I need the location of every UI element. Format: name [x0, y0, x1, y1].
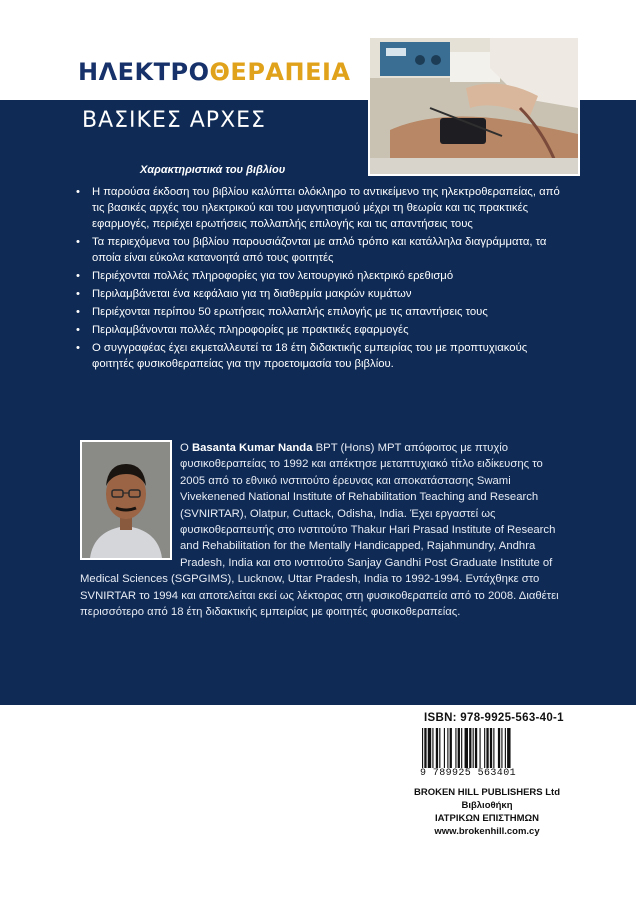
barcode-image: [420, 728, 554, 768]
author-bio-text: BPT (Hons) MPT απόφοιτος με πτυχίο φυσικοθεραπείας το 1992 και απέκτησε μεταπτυχιακό τίτλο ειδίκευσης το 2005 από το εθνικό ινστιτούτο έρευνας και αποκατάστασης Swami Vivekenened National Institute of Rehabilitation Teaching and Research (SVNIRTAR), Olatpur, Cuttack, Odisha, India. Έχει εργαστεί ως φυσικοθεραπευτής στο ινστιτούτο Thakur Hari Prasad Institute of Research and Rehabilitation for the Mentally Handicapped, Rajahmundry, Andhra Pradesh, India και στο ινστιτούτο Sanjay Gandhi Post Graduate Institute of Medical Sciences (SGPGIMS), Lucknow, Uttar Pradesh, India το 1992-1994. Εντάχθηκε στο SVNIRTAR το 1994 και αποτελείται εκεί ως λέκτορας στη φυσικοθεραπεία από το 2008. Διαθέτει περισσότερο από 18 έτη διδακτικής εμπειρίας με φοιτητές φυσικοθεραπείας.: [80, 442, 559, 619]
title-part-gold: ΘΕΡΑΠΕΙΑ: [209, 58, 351, 86]
feature-item: • Τα περιεχόμενα του βιβλίου παρουσιάζονται με απλό τρόπο και κατάλληλα διαγράμματα, τα οποία είναι εύκολα κατανοητά από τους φοιτητές: [74, 234, 564, 266]
feature-item: • Περιέχονται πολλές πληροφορίες για τον λειτουργικό ηλεκτρικό ερεθισμό: [74, 268, 564, 284]
book-subtitle: ΒΑΣΙΚΕΣ ΑΡΧΕΣ: [82, 108, 266, 133]
feature-item: • Ο συγγραφέας έχει εκμεταλλευτεί τα 18 έτη διδακτικής εμπειρίας του με προπτυχιακούς φοιτητές φυσικοθεραπείας για την προετοιμασία του βιβλίου.: [74, 340, 564, 372]
features-heading: Χαρακτηριστικά του βιβλίου: [140, 164, 286, 176]
title-part-blue: ΗΛΕΚΤΡΟ: [78, 58, 210, 86]
publisher-block: [412, 786, 562, 838]
book-title: [78, 58, 350, 86]
features-list: [74, 184, 564, 374]
publisher-line-3: ΙΑΤΡΙΚΩΝ ΕΠΙΣΤΗΜΩΝ: [434, 813, 540, 824]
treatment-photo-illustration: [370, 38, 578, 174]
feature-item: • Περιέχονται περίπου 50 ερωτήσεις πολλαπλής επιλογής με τις απαντήσεις τους: [74, 304, 564, 320]
publisher-line-2: Βιβλιοθήκη: [461, 800, 513, 811]
author-prefix: Ο: [180, 442, 192, 454]
treatment-photo: [368, 36, 580, 176]
feature-item: • Περιλαμβάνεται ένα κεφάλαιο για τη διαθερμία μακρών κυμάτων: [74, 286, 564, 302]
author-bio: [80, 440, 564, 620]
feature-item: • Περιλαμβάνονται πολλές πληροφορίες με πρακτικές εφαρμογές: [74, 322, 564, 338]
isbn-text: ISBN: 978-9925-563-40-1: [424, 712, 564, 724]
author-name: Basanta Kumar Nanda: [191, 442, 313, 454]
publisher-name: BROKEN HILL PUBLISHERS Ltd: [413, 787, 561, 798]
feature-item: • Η παρούσα έκδοση του βιβλίου καλύπτει ολόκληρο το αντικείμενο της ηλεκτροθεραπείας, από τις βασικές αρχές του ηλεκτρικού και του μαγνητισμού μέχρι τη θεωρία και τις πρακτικές εφαρμογές, περιέχει ερωτήσεις πολλαπλής επιλογής και τις απαντήσεις τους: [74, 184, 564, 232]
publisher-website: www.brokenhill.com.cy: [434, 826, 540, 837]
barcode-digits: 9 789925 563401: [420, 768, 517, 779]
